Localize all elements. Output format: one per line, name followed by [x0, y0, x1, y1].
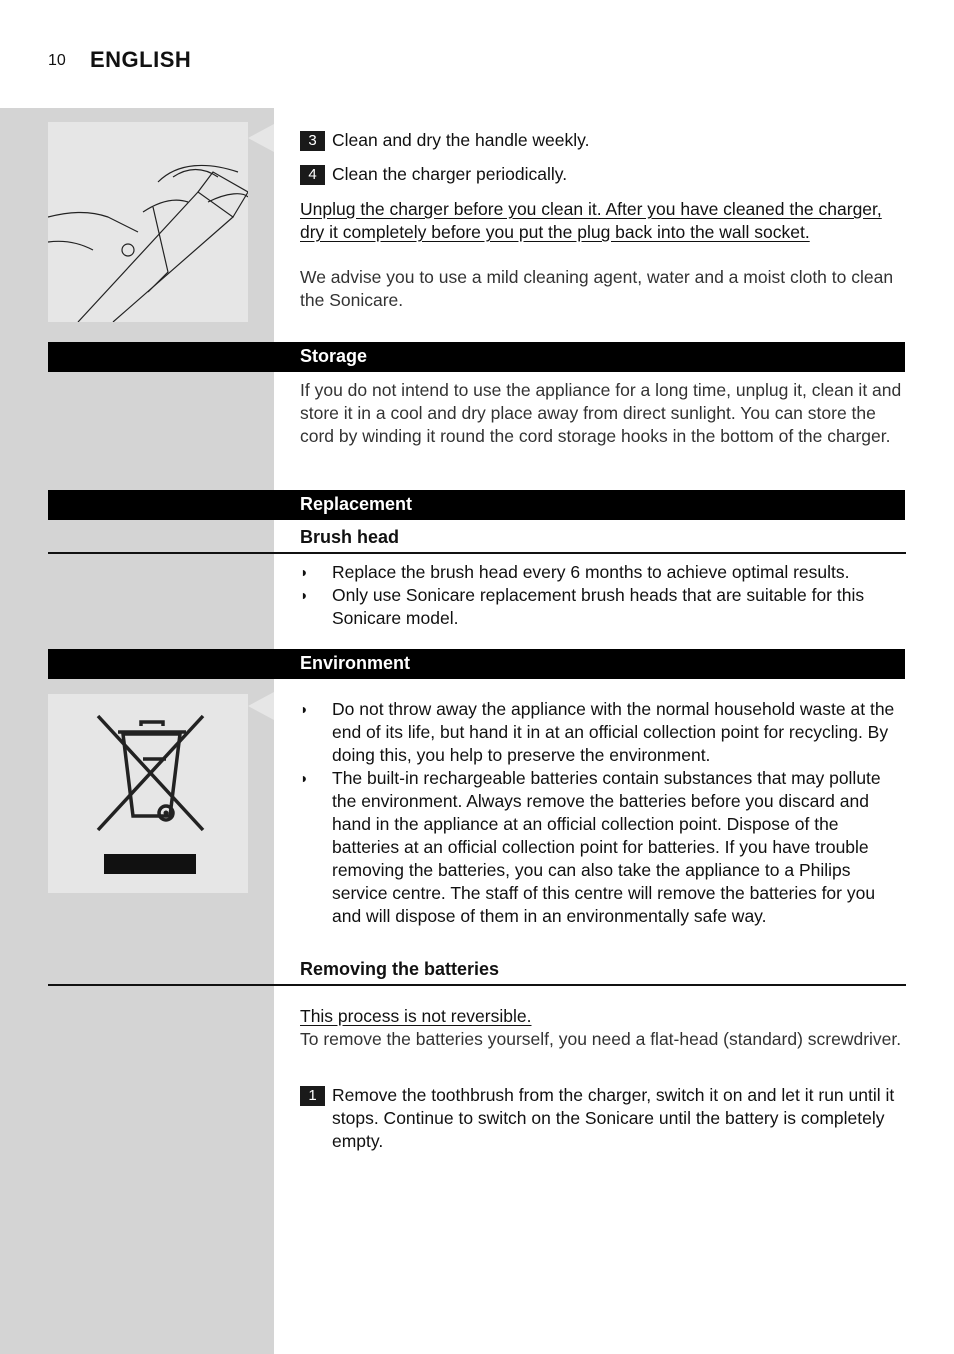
bullet-icon: ◗ [300, 701, 309, 717]
step-number: 1 [300, 1086, 325, 1106]
bullet-icon: ◗ [300, 770, 309, 786]
removing-batteries-subtitle: Removing the batteries [300, 959, 500, 979]
figure-pointer [248, 692, 274, 720]
storage-text: If you do not intend to use the appliance for a long time, unplug it, clean it and store it in a cool and dry place away from direct sunlight. You can store the cord by winding it round the cord storage hooks in the bottom of the charger. [300, 380, 902, 446]
list-item-text: The built-in rechargeable batteries contain substances that may pollute the environment. Always remove the batteries before you discard and hand in the appliance at an official collection point. Dispose of the batteries at an official collection point for batteries. If you have trouble removing the batteries, you can also take the appliance to a Philips service centre. The staff of this centre will remove the batteries for you and will dispose of them in an environmentally safe way. [332, 768, 881, 926]
figure-pointer [248, 124, 274, 152]
step-text: Remove the toothbrush from the charger, switch it on and let it run until it stops. Continue to switch on the Sonicare until the battery is completely empty. [332, 1085, 895, 1151]
step-1 [300, 1084, 332, 1107]
list-item [300, 698, 906, 767]
section-title: Storage [300, 346, 368, 366]
storage-section-bar [48, 342, 905, 372]
list-item [300, 561, 906, 584]
removing-warning [300, 1005, 906, 1028]
environment-list [300, 698, 906, 928]
hands-cleaning-handle-illustration [48, 122, 248, 322]
warning-text: This process is not reversible. [300, 1006, 532, 1026]
warning-text: Unplug the charger before you clean it. After you have cleaned the charger, dry it completely before you put the plug back into the wall socket. [300, 199, 882, 242]
bullet-icon: ◗ [300, 587, 309, 603]
step-number: 4 [300, 165, 325, 185]
section-title: Environment [300, 653, 411, 673]
section-title: Replacement [300, 494, 413, 514]
step-4 [300, 163, 567, 186]
list-item-text: Only use Sonicare replacement brush heads that are suitable for this Sonicare model. [332, 585, 865, 628]
step-text: Clean the charger periodically. [332, 164, 568, 184]
list-item-text: Do not throw away the appliance with the normal household waste at the end of its life, but hand it in at an official collection point for recycling. By doing this, you help to preserve the environment. [332, 699, 895, 765]
step-number: 3 [300, 131, 325, 151]
cleaning-advice: We advise you to use a mild cleaning agent, water and a moist cloth to clean the Sonicare. [300, 267, 894, 310]
brush-head-subtitle: Brush head [300, 527, 400, 547]
divider [48, 552, 906, 554]
bullet-icon: ◗ [300, 564, 309, 580]
replacement-list [300, 561, 906, 630]
cleaning-warning [300, 198, 906, 244]
language-heading: ENGLISH [90, 47, 192, 72]
list-item [300, 584, 906, 630]
removing-note: To remove the batteries yourself, you need a flat-head (standard) screwdriver. [300, 1029, 902, 1049]
list-item-text: Replace the brush head every 6 months to achieve optimal results. [332, 562, 850, 582]
replacement-section-bar [48, 490, 905, 520]
crossed-out-bin-icon [48, 694, 248, 893]
page-number: 10 [48, 52, 66, 69]
divider [48, 984, 906, 986]
step-text: Clean and dry the handle weekly. [332, 130, 590, 150]
step-3 [300, 129, 589, 152]
list-item [300, 767, 906, 928]
environment-section-bar [48, 649, 905, 679]
